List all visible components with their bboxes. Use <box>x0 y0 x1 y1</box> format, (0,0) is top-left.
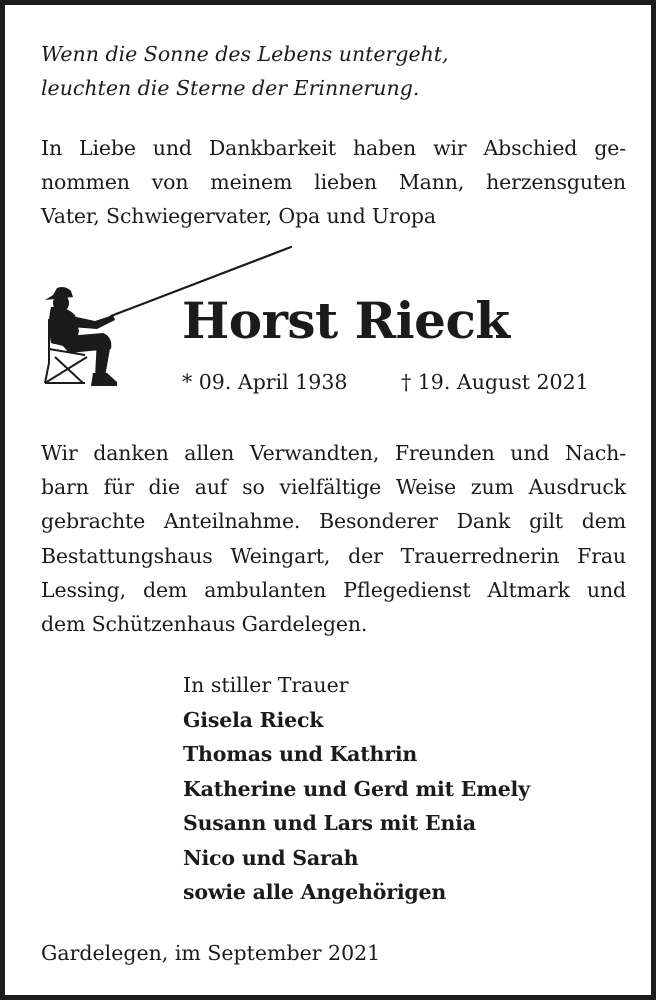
thanks-line: dem Schützenhaus Gardelegen. <box>41 612 368 637</box>
mourner-name: sowie alle Angehörigen <box>183 880 447 904</box>
birth-date: * 09. April 1938 <box>182 370 348 394</box>
mourner-name: Gisela Rieck <box>183 707 324 732</box>
mourner-name: Susann und Lars mit Enia <box>183 811 476 835</box>
motto-line: Wenn die Sonne des Lebens untergeht, <box>41 42 449 66</box>
thanks-line: gebrachte Anteilnahme. Besonderer Dank gilt dem <box>41 509 626 534</box>
deceased-name: Horst Rieck <box>182 291 510 350</box>
mourner-name: Katherine und Gerd mit Emely <box>183 776 530 801</box>
intro-line: In Liebe und Dankbarkeit haben wir Abschied ge- <box>41 136 626 160</box>
thanks-paragraph <box>41 436 626 641</box>
thanks-line: Lessing, dem ambulanten Pflegedienst Altmark und <box>41 577 626 602</box>
death-date: † 19. August 2021 <box>401 370 589 394</box>
thanks-line: barn für die auf so vielfältige Weise zum Ausdruck <box>41 475 626 500</box>
mourning-intro: In stiller Trauer <box>183 673 349 697</box>
motto <box>41 37 631 105</box>
thanks-line: Wir danken allen Verwandten, Freunden und Nach- <box>41 441 626 465</box>
intro-paragraph <box>41 131 626 234</box>
mourners-list <box>183 668 530 910</box>
place-date: Gardelegen, im September 2021 <box>41 941 381 965</box>
mourner-name: Nico und Sarah <box>183 845 359 870</box>
thanks-line: Bestattungshaus Weingart, der Trauerrednerin Frau <box>41 543 626 568</box>
intro-line: Vater, Schwiegervater, Opa und Uropa <box>41 204 436 229</box>
mourner-name: Thomas und Kathrin <box>183 742 418 766</box>
motto-line: leuchten die Sterne der Erinnerung. <box>41 76 420 100</box>
intro-line: nommen von meinem lieben Mann, herzensguten <box>41 170 626 195</box>
